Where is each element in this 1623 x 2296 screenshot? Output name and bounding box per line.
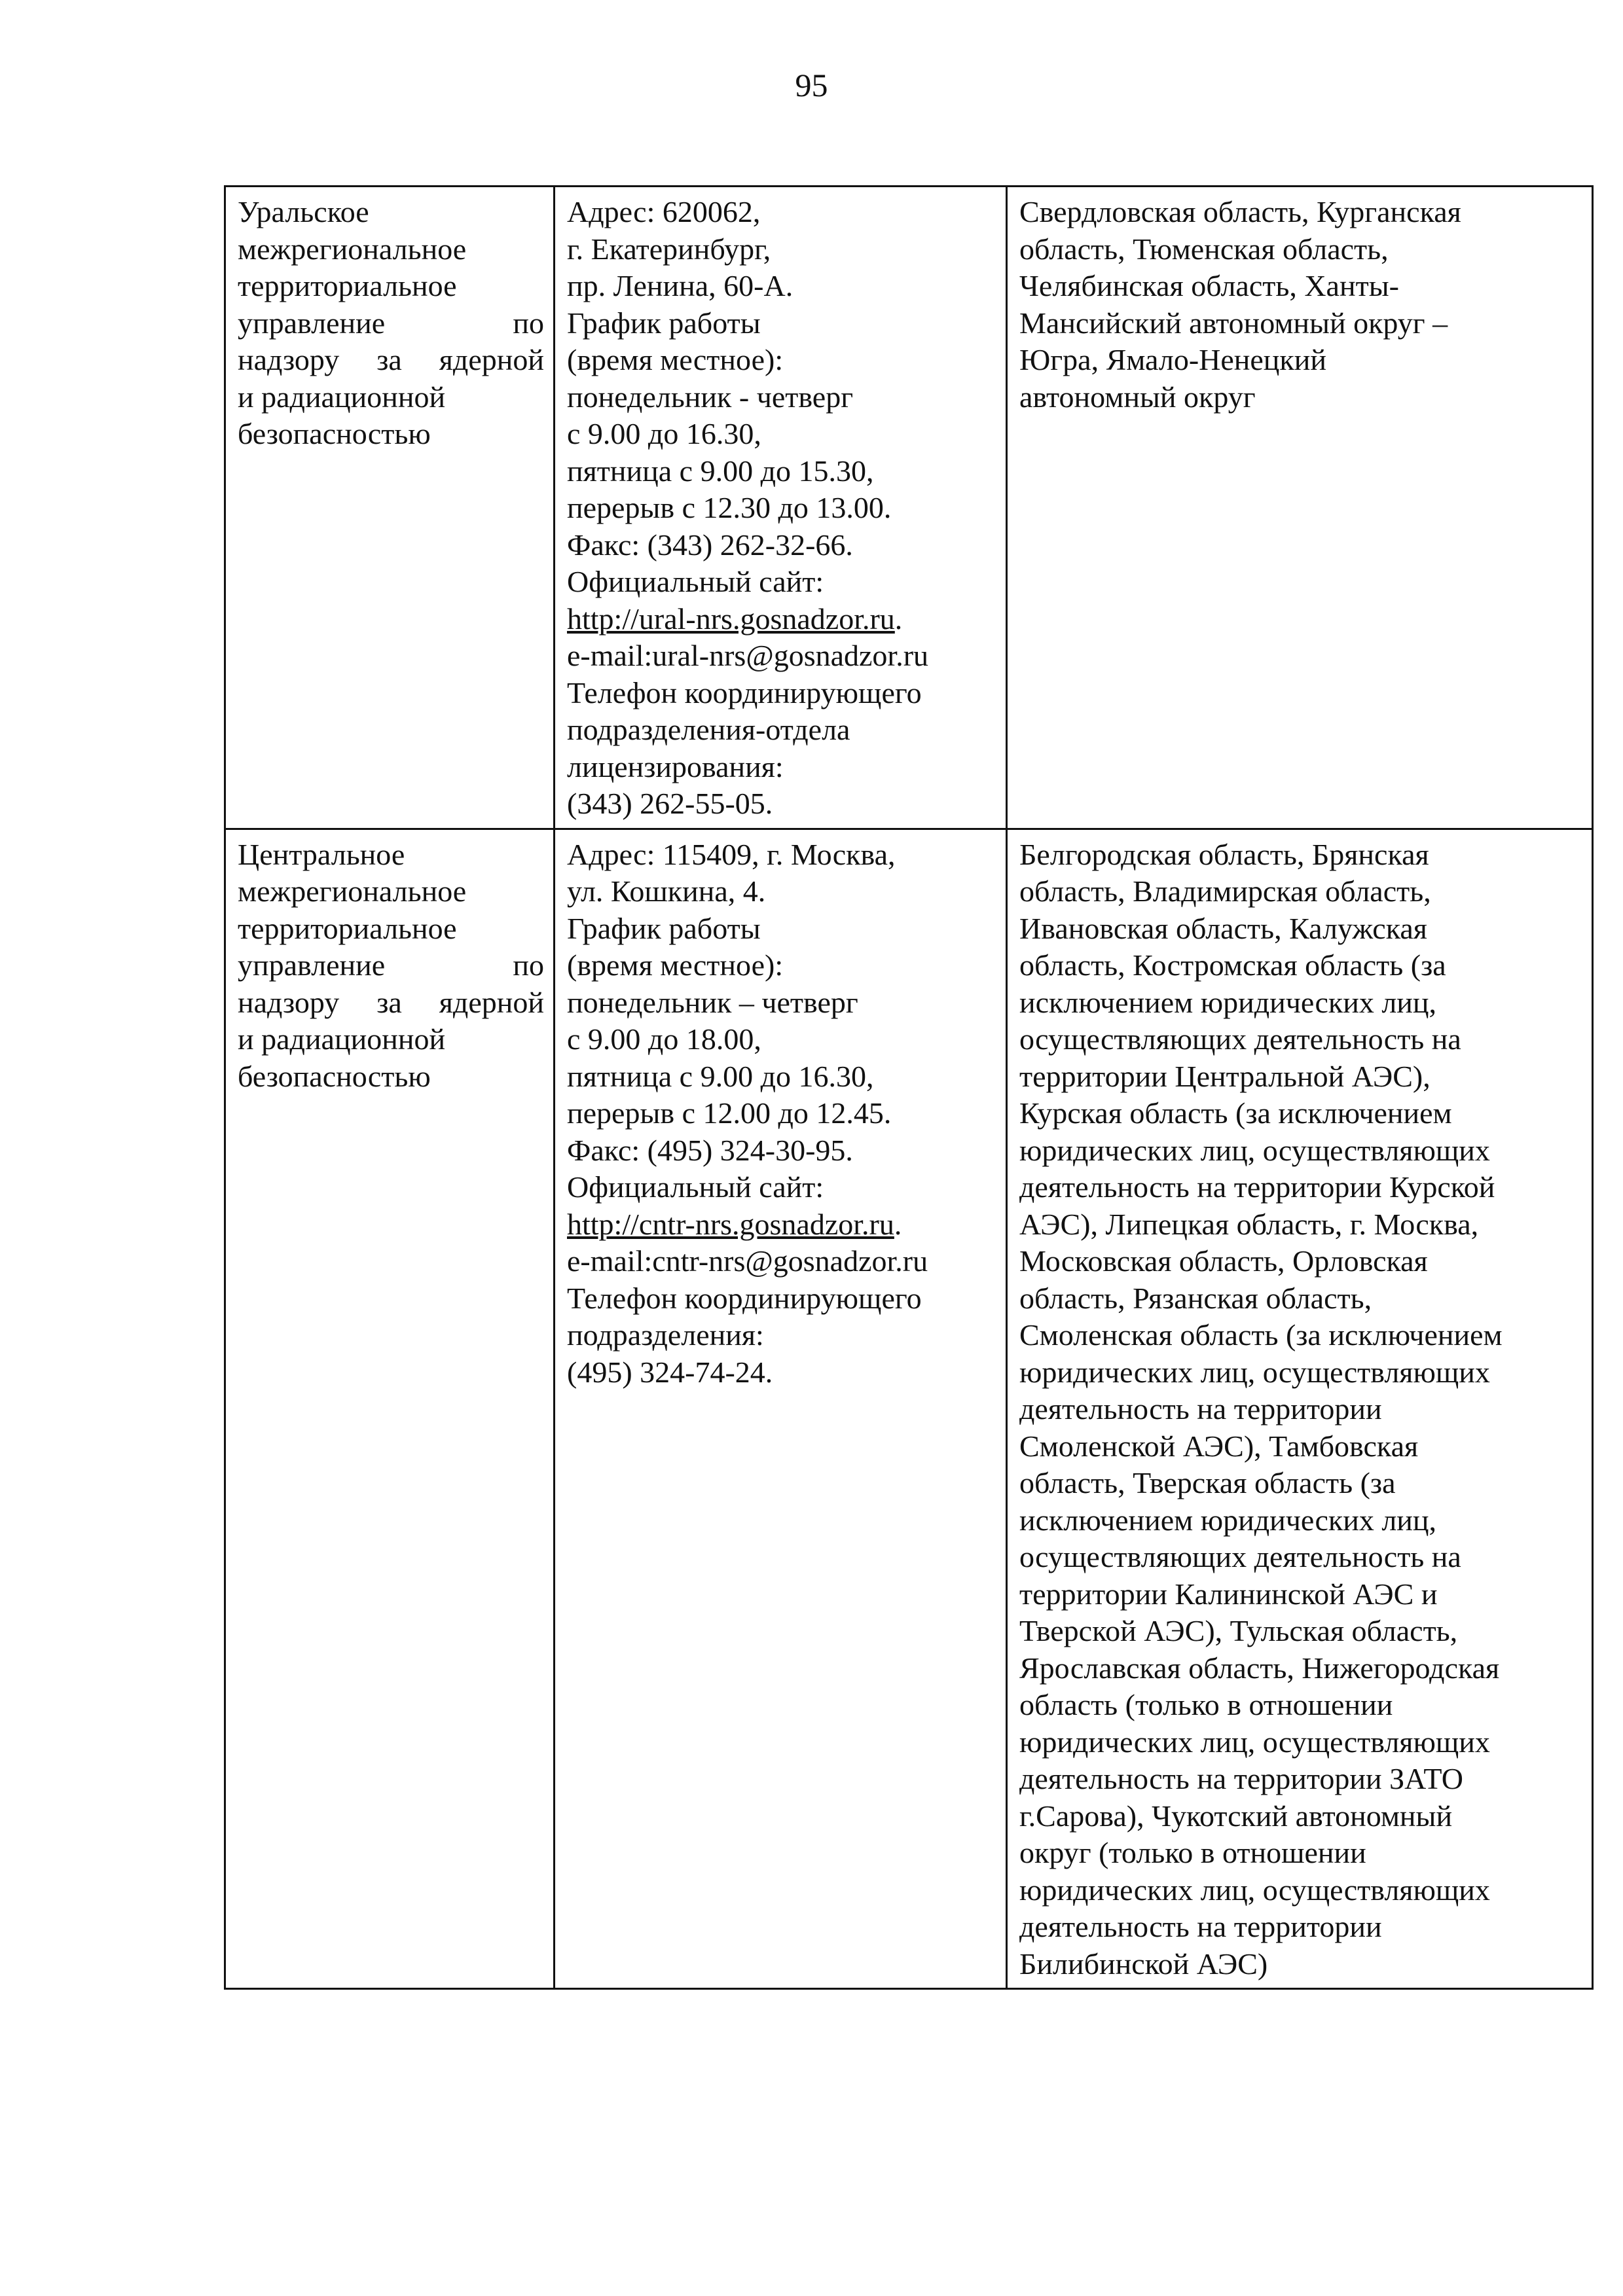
regions-line: Московская область, Орловская	[1019, 1244, 1428, 1278]
organization-word: межрегиональное	[238, 232, 467, 266]
regional-offices-table	[224, 185, 1594, 1990]
contact-line: г. Екатеринбург,	[567, 232, 771, 266]
contact-line: понедельник - четверг	[567, 380, 854, 414]
regions-line: область, Костромская область (за	[1019, 948, 1446, 982]
contact-line: Официальный сайт:	[567, 1170, 824, 1204]
organization-word: за	[376, 343, 402, 376]
contact-line: ул. Кошкина, 4.	[567, 874, 766, 908]
website-suffix: .	[894, 601, 903, 636]
organization-word: и радиационной	[238, 380, 446, 414]
contact-line: Адрес: 620062,	[567, 195, 761, 228]
regions-line: деятельность на территории Курской	[1019, 1170, 1495, 1204]
regions-line: деятельность на территории ЗАТО	[1019, 1762, 1464, 1795]
organization-word: по	[513, 948, 544, 982]
website-link[interactable]: http://cntr-nrs.gosnadzor.ru	[567, 1207, 894, 1241]
regions-line: автономный округ	[1019, 380, 1256, 414]
organization-line	[238, 231, 544, 268]
contact-line: Официальный сайт:	[567, 565, 824, 598]
regions-line: Югра, Ямало-Ненецкий	[1019, 343, 1327, 376]
organization-word: за	[376, 985, 402, 1019]
website-line	[567, 1206, 996, 1244]
contact-line: График работы	[567, 911, 761, 945]
organization-word: по	[513, 306, 544, 340]
regions-line: Курская область (за исключением	[1019, 1096, 1452, 1130]
regions-line: Ярославская область, Нижегородская	[1019, 1651, 1500, 1685]
regions-line: территории Центральной АЭС),	[1019, 1059, 1431, 1093]
organization-line	[238, 268, 544, 305]
website-link[interactable]: http://ural-nrs.gosnadzor.ru	[567, 601, 895, 636]
regions-line: Смоленской АЭС), Тамбовская	[1019, 1429, 1419, 1463]
organization-word: территориальное	[238, 269, 457, 302]
organization-word: управление	[238, 306, 386, 340]
contact-line: с 9.00 до 16.30,	[567, 417, 761, 450]
organization-word: ядерной	[439, 985, 544, 1019]
regions-line: Белгородская область, Брянская	[1019, 837, 1429, 871]
organization-line	[238, 984, 544, 1022]
regions-line: область (только в отношении	[1019, 1688, 1393, 1721]
regions-cell	[1007, 187, 1593, 829]
organization-line	[238, 342, 544, 379]
table-row	[225, 829, 1593, 1989]
website-line	[567, 601, 996, 638]
organization-line	[238, 910, 544, 948]
organization-cell	[225, 187, 555, 829]
organization-line	[238, 305, 544, 342]
contact-line: (время местное):	[567, 343, 784, 376]
regions-line: Билибинской АЭС)	[1019, 1946, 1268, 1981]
regions-line: Смоленская область (за исключением	[1019, 1318, 1503, 1352]
organization-word: межрегиональное	[238, 874, 467, 908]
regions-line: деятельность на территории	[1019, 1910, 1382, 1943]
contact-line: Телефон координирующего	[567, 675, 922, 709]
contact-line: График работы	[567, 306, 761, 340]
organization-line	[238, 1021, 544, 1058]
organization-word: Уральское	[238, 195, 369, 228]
regions-line: юридических лиц, осуществляющих	[1019, 1725, 1490, 1759]
contact-line: подразделения:	[567, 1318, 764, 1352]
regions-line: юридических лиц, осуществляющих	[1019, 1355, 1490, 1389]
organization-word: территориальное	[238, 911, 457, 945]
organization-word: и радиационной	[238, 1022, 446, 1056]
regions-line: АЭС), Липецкая область, г. Москва,	[1019, 1207, 1479, 1241]
contact-line: Факс: (495) 324-30-95.	[567, 1133, 853, 1167]
contact-line: (343) 262-55-05.	[567, 787, 773, 820]
regions-line: территории Калининской АЭС и	[1019, 1577, 1438, 1611]
contact-line: понедельник – четверг	[567, 985, 858, 1019]
regions-line: осуществляющих деятельность на	[1019, 1540, 1461, 1573]
organization-word: безопасностью	[238, 417, 431, 450]
organization-word: надзору	[238, 343, 340, 376]
regions-line: исключением юридических лиц,	[1019, 985, 1437, 1019]
contact-line: Факс: (343) 262-32-66.	[567, 528, 853, 562]
organization-word: ядерной	[439, 343, 544, 376]
regions-line: осуществляющих деятельность на	[1019, 1022, 1461, 1056]
organization-cell	[225, 829, 555, 1989]
contact-line: пятница с 9.00 до 16.30,	[567, 1059, 874, 1093]
organization-word: управление	[238, 948, 386, 982]
regions-line: деятельность на территории	[1019, 1392, 1382, 1426]
regions-line: юридических лиц, осуществляющих	[1019, 1133, 1490, 1167]
contact-line: Телефон координирующего	[567, 1281, 922, 1315]
regions-line: г.Сарова), Чукотский автономный	[1019, 1799, 1453, 1833]
organization-line	[238, 379, 544, 416]
regions-line: юридических лиц, осуществляющих	[1019, 1873, 1490, 1907]
contact-line: (время местное):	[567, 948, 784, 982]
regions-cell	[1007, 829, 1593, 1989]
organization-line	[238, 836, 544, 874]
regions-line: исключением юридических лиц,	[1019, 1503, 1437, 1537]
contact-line: перерыв с 12.30 до 13.00.	[567, 491, 892, 524]
regions-line: область, Владимирская область,	[1019, 874, 1431, 908]
website-suffix: .	[894, 1207, 902, 1241]
regions-line: область, Тверская область (за	[1019, 1466, 1396, 1499]
contact-line: e-mail:cntr-nrs@gosnadzor.ru	[567, 1244, 928, 1278]
organization-line	[238, 947, 544, 984]
regions-line: округ (только в отношении	[1019, 1836, 1366, 1869]
organization-word: безопасностью	[238, 1059, 431, 1093]
contact-line: с 9.00 до 18.00,	[567, 1022, 761, 1056]
contact-line: e-mail:ural-nrs@gosnadzor.ru	[567, 639, 929, 672]
regions-line: Ивановская область, Калужская	[1019, 911, 1427, 945]
contact-line: перерыв с 12.00 до 12.45.	[567, 1096, 892, 1130]
table-row	[225, 187, 1593, 829]
contacts-cell	[555, 187, 1007, 829]
contact-line: Адрес: 115409, г. Москва,	[567, 837, 896, 871]
contact-line: подразделения-отдела	[567, 713, 850, 746]
organization-line	[238, 873, 544, 910]
organization-line	[238, 194, 544, 231]
organization-word: Центральное	[238, 837, 405, 871]
regions-line: Свердловская область, Курганская	[1019, 195, 1461, 228]
regions-line: Мансийский автономный округ –	[1019, 306, 1448, 340]
regions-line: Челябинская область, Ханты-	[1019, 269, 1399, 302]
organization-line	[238, 1058, 544, 1096]
contact-line: (495) 324-74-24.	[567, 1355, 773, 1389]
organization-word: надзору	[238, 985, 340, 1019]
contact-line: пр. Ленина, 60-А.	[567, 269, 793, 302]
regions-line: Тверской АЭС), Тульская область,	[1019, 1614, 1458, 1647]
page-number: 95	[795, 67, 828, 103]
contact-line: пятница с 9.00 до 15.30,	[567, 454, 874, 488]
organization-line	[238, 416, 544, 453]
contacts-cell	[555, 829, 1007, 1989]
regions-line: область, Тюменская область,	[1019, 232, 1389, 266]
regions-line: область, Рязанская область,	[1019, 1281, 1372, 1315]
contact-line: лицензирования:	[567, 749, 784, 783]
